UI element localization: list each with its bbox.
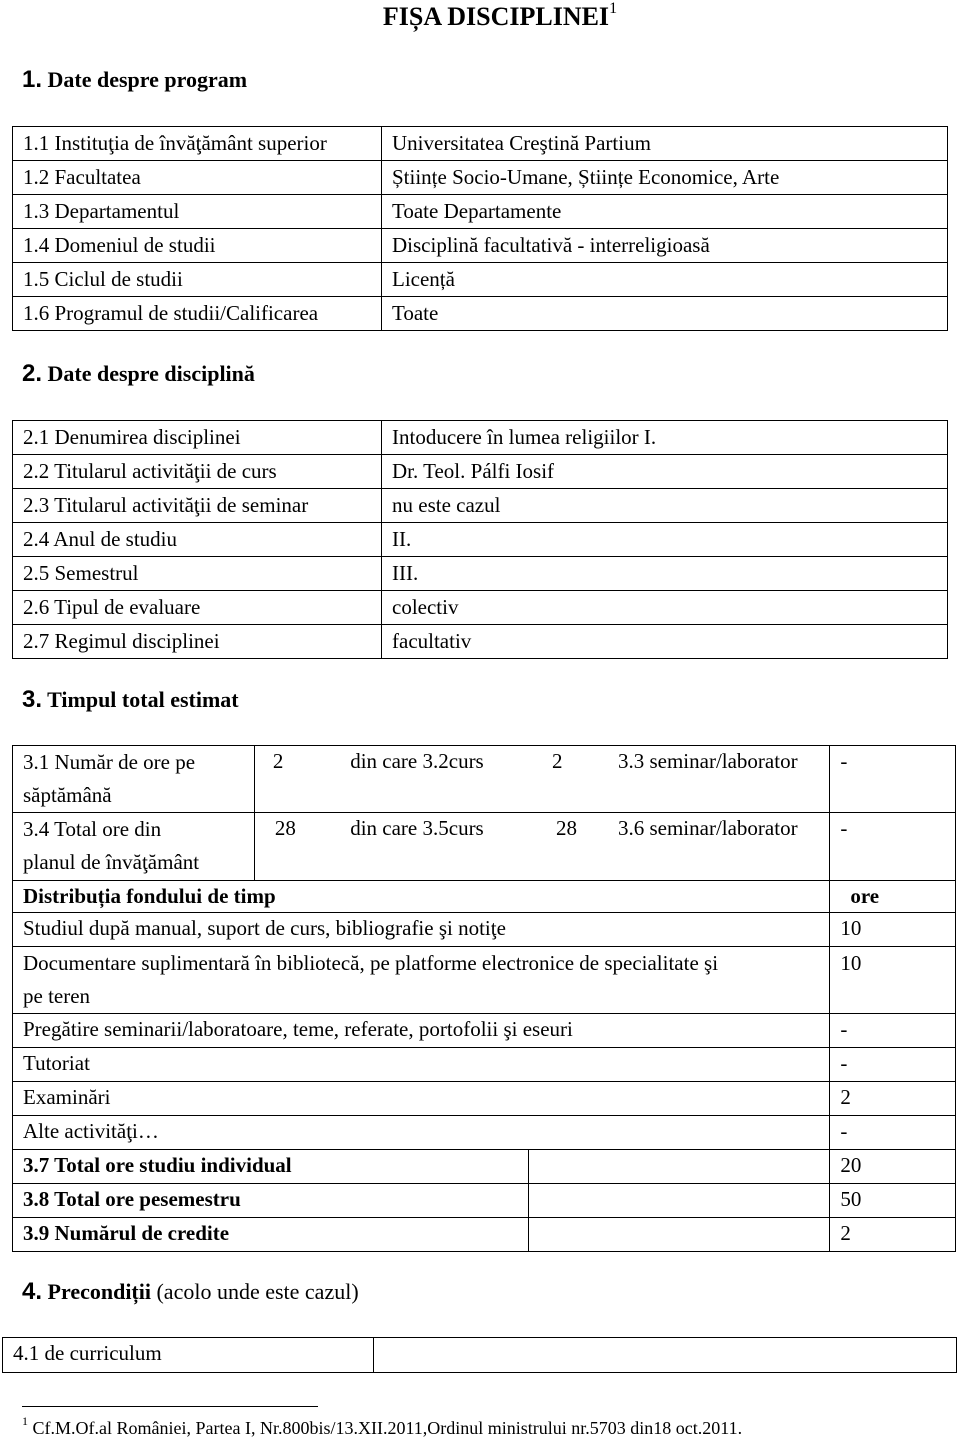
distribution-value: - xyxy=(830,1048,956,1082)
table-row xyxy=(13,263,948,297)
total-value: 50 xyxy=(830,1184,956,1218)
footnote-text: Cf.M.Of.al României, Partea I, Nr.800bis/13.XII.2011,Ordinul ministrului nr.5703 din18 oct.2011. xyxy=(32,1418,743,1438)
label-line-1: Documentare suplimentară în bibliotecă, pe platforme electronice de specialitate şi xyxy=(23,951,719,975)
total-label: 3.9 Numărul de credite xyxy=(13,1218,529,1252)
row-label: 1.3 Departamentul xyxy=(13,195,382,229)
footnote-separator xyxy=(22,1406,318,1407)
row-value: Toate Departamente xyxy=(382,195,948,229)
row-value: III. xyxy=(382,557,948,591)
distribution-value: 2 xyxy=(830,1082,956,1116)
distribution-value: 10 xyxy=(830,913,956,947)
preconditions-table xyxy=(2,1337,957,1373)
title-footnote-mark: 1 xyxy=(609,0,618,18)
row-label: 1.1 Instituţia de învăţământ superior xyxy=(13,127,382,161)
plan-curs: 28 xyxy=(528,813,598,881)
row-label: 1.5 Ciclul de studii xyxy=(13,263,382,297)
section-4-title: Precondiții xyxy=(47,1279,151,1304)
table-row xyxy=(13,1082,956,1116)
title-text: FIȘA DISCIPLINEI xyxy=(382,2,610,31)
footnote xyxy=(22,1416,742,1439)
weekly-seminar: - xyxy=(830,746,956,813)
distribution-heading: Distribuția fondului de timp xyxy=(13,881,830,913)
row-label: 2.7 Regimul disciplinei xyxy=(13,625,382,659)
row-value: nu este cazul xyxy=(382,489,948,523)
row-label: 4.1 de curriculum xyxy=(3,1338,374,1373)
weekly-seminar-label: 3.3 seminar/laborator xyxy=(598,746,830,813)
table-row xyxy=(13,489,948,523)
weekly-hours-label xyxy=(13,746,255,813)
table-row xyxy=(13,455,948,489)
section-3-number: 3. xyxy=(22,686,43,713)
weekly-curs-label: din care 3.2curs xyxy=(324,746,528,813)
table-row xyxy=(13,1048,956,1082)
row-label: 1.2 Facultatea xyxy=(13,161,382,195)
table-row xyxy=(13,127,948,161)
time-table xyxy=(12,745,956,1252)
label-line-2: planul de învăţământ xyxy=(23,850,200,874)
table-row xyxy=(13,813,956,881)
row-label: 2.4 Anul de studiu xyxy=(13,523,382,557)
table-row xyxy=(13,1184,956,1218)
row-value: Dr. Teol. Pálfi Iosif xyxy=(382,455,948,489)
distribution-value: 10 xyxy=(830,947,956,1014)
section-2-title: Date despre disciplină xyxy=(47,361,255,386)
section-4-number: 4. xyxy=(22,1278,43,1305)
table-row xyxy=(13,625,948,659)
section-2-heading xyxy=(22,360,255,388)
table-row xyxy=(13,557,948,591)
distribution-value: - xyxy=(830,1014,956,1048)
distribution-label: Tutoriat xyxy=(13,1048,830,1082)
table-row xyxy=(13,421,948,455)
total-value: 20 xyxy=(830,1150,956,1184)
row-label: 2.2 Titularul activităţii de curs xyxy=(13,455,382,489)
row-value: colectiv xyxy=(382,591,948,625)
table-row xyxy=(13,297,948,331)
total-spacer xyxy=(528,1150,830,1184)
table-row xyxy=(13,881,956,913)
section-3-heading xyxy=(22,686,239,714)
table-row xyxy=(13,1116,956,1150)
distribution-value: - xyxy=(830,1116,956,1150)
footnote-mark: 1 xyxy=(22,1414,28,1428)
row-value: Intoducere în lumea religiilor I. xyxy=(382,421,948,455)
table-row xyxy=(13,1014,956,1048)
row-value: Universitatea Creştină Partium xyxy=(382,127,948,161)
row-value: II. xyxy=(382,523,948,557)
table-row xyxy=(13,913,956,947)
section-1-heading xyxy=(22,66,247,94)
table-row xyxy=(13,1150,956,1184)
row-value xyxy=(374,1338,957,1373)
total-label: 3.7 Total ore studiu individual xyxy=(13,1150,529,1184)
total-label: 3.8 Total ore pesemestru xyxy=(13,1184,529,1218)
row-label: 1.6 Programul de studii/Calificarea xyxy=(13,297,382,331)
plan-seminar-label: 3.6 seminar/laborator xyxy=(598,813,830,881)
table-row xyxy=(13,229,948,263)
label-line-2: săptămână xyxy=(23,783,112,807)
row-value: Toate xyxy=(382,297,948,331)
plan-seminar: - xyxy=(830,813,956,881)
table-row xyxy=(13,591,948,625)
section-3-title: Timpul total estimat xyxy=(47,687,239,712)
distribution-label xyxy=(13,947,830,1014)
label-line-2: pe teren xyxy=(23,984,91,1008)
table-row xyxy=(13,523,948,557)
document-title xyxy=(0,2,960,32)
total-spacer xyxy=(528,1218,830,1252)
row-label: 2.5 Semestrul xyxy=(13,557,382,591)
row-label: 1.4 Domeniul de studii xyxy=(13,229,382,263)
table-row xyxy=(13,161,948,195)
section-1-title: Date despre program xyxy=(47,67,248,92)
row-label: 2.3 Titularul activităţii de seminar xyxy=(13,489,382,523)
weekly-total: 2 xyxy=(254,746,324,813)
row-value: Științe Socio-Umane, Științe Economice, Arte xyxy=(382,161,948,195)
table-row xyxy=(13,947,956,1014)
label-line-1: 3.4 Total ore din xyxy=(23,817,162,841)
hours-heading: ore xyxy=(830,881,956,913)
section-4-subtitle: (acolo unde este cazul) xyxy=(156,1279,359,1304)
total-value: 2 xyxy=(830,1218,956,1252)
plan-hours-label xyxy=(13,813,255,881)
distribution-label: Alte activităţi… xyxy=(13,1116,830,1150)
table-row xyxy=(13,195,948,229)
section-2-number: 2. xyxy=(22,360,43,387)
row-label: 2.1 Denumirea disciplinei xyxy=(13,421,382,455)
section-4-heading xyxy=(22,1278,359,1306)
row-value: Disciplină facultativă - interreligioasă xyxy=(382,229,948,263)
table-row xyxy=(13,746,956,813)
row-value: Licență xyxy=(382,263,948,297)
distribution-label: Pregătire seminarii/laboratoare, teme, referate, portofolii şi eseuri xyxy=(13,1014,830,1048)
discipline-table xyxy=(12,420,948,659)
row-value: facultativ xyxy=(382,625,948,659)
distribution-label: Examinări xyxy=(13,1082,830,1116)
program-table xyxy=(12,126,948,331)
label-line-1: 3.1 Număr de ore pe xyxy=(23,750,196,774)
table-row xyxy=(3,1338,957,1373)
weekly-curs: 2 xyxy=(528,746,598,813)
section-1-number: 1. xyxy=(22,66,43,93)
table-row xyxy=(13,1218,956,1252)
row-label: 2.6 Tipul de evaluare xyxy=(13,591,382,625)
total-spacer xyxy=(528,1184,830,1218)
plan-curs-label: din care 3.5curs xyxy=(324,813,528,881)
distribution-label: Studiul după manual, suport de curs, bibliografie şi notiţe xyxy=(13,913,830,947)
plan-total: 28 xyxy=(254,813,324,881)
